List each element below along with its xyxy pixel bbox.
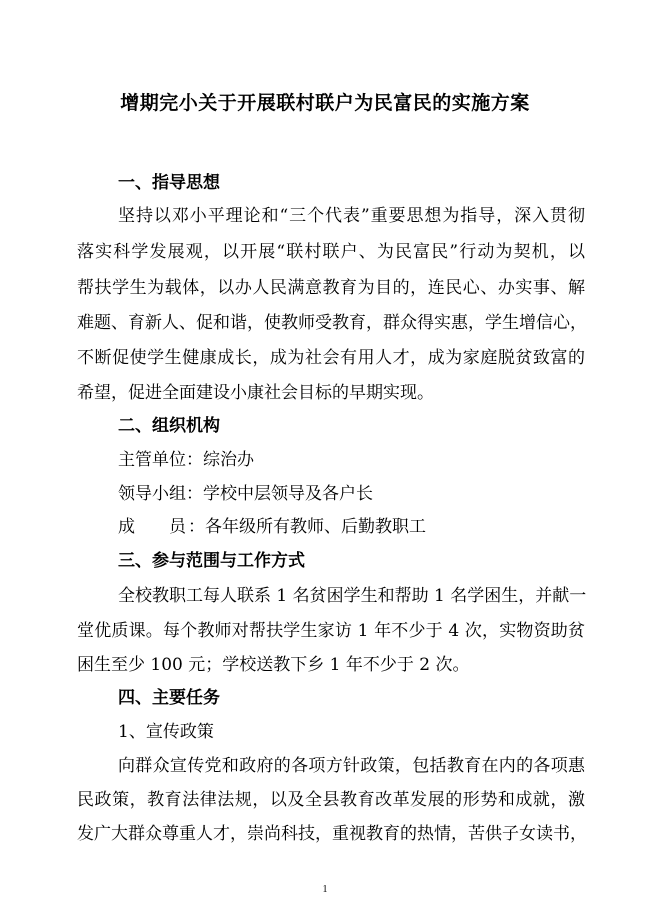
paragraph-line: 发广大群众尊重人才，崇尚科技，重视教育的热情，苦供子女读书， (77, 824, 587, 844)
paragraph-line: 不断促使学生健康成长，成为社会有用人才，成为家庭脱贫致富的 (77, 348, 585, 368)
task-subheading: 1、宣传政策 (118, 722, 214, 742)
document-title: 增期完小关于开展联村联户为民富民的实施方案 (120, 92, 530, 114)
members-label: 成 员 (118, 517, 186, 537)
section-heading-scope: 三、参与范围与工作方式 (118, 551, 305, 571)
page-number: 1 (322, 884, 328, 895)
members-line (118, 515, 426, 539)
section-heading-guiding: 一、指导思想 (118, 173, 220, 193)
paragraph-line: 全校教职工每人联系 1 名贫困学生和帮助 1 名学困生，并献一 (118, 586, 587, 606)
paragraph-line: 希望，促进全面建设小康社会目标的早期实现。 (77, 383, 434, 403)
section-heading-organization: 二、组织机构 (118, 416, 220, 436)
paragraph-line: 帮扶学生为载体，以办人民满意教育为目的，连民心、办实事、解 (77, 278, 585, 298)
paragraph-line: 困生至少 100 元；学校送教下乡 1 年不少于 2 次。 (77, 655, 470, 675)
paragraph-line: 难题、育新人、促和谐，使教师受教育，群众得实惠，学生增信心， (77, 313, 587, 333)
paragraph-line: 落实科学发展观，以开展“联村联户、为民富民”行动为契机，以 (77, 242, 585, 262)
paragraph-line: 堂优质课。每个教师对帮扶学生家访 1 年不少于 4 次，实物资助贫 (77, 621, 585, 641)
leadership-line: 领导小组：学校中层领导及各户长 (118, 484, 373, 504)
section-heading-tasks: 四、主要任务 (118, 688, 220, 708)
members-value: ：各年级所有教师、后勤教职工 (188, 517, 426, 537)
lead-unit-line: 主管单位：综治办 (118, 450, 254, 470)
paragraph-line: 坚持以邓小平理论和“三个代表”重要思想为指导，深入贯彻 (118, 206, 585, 226)
paragraph-line: 民政策，教育法律法规，以及全县教育改革发展的形势和成就，激 (77, 790, 585, 810)
paragraph-line: 向群众宣传党和政府的各项方针政策，包括教育在内的各项惠 (118, 756, 585, 776)
